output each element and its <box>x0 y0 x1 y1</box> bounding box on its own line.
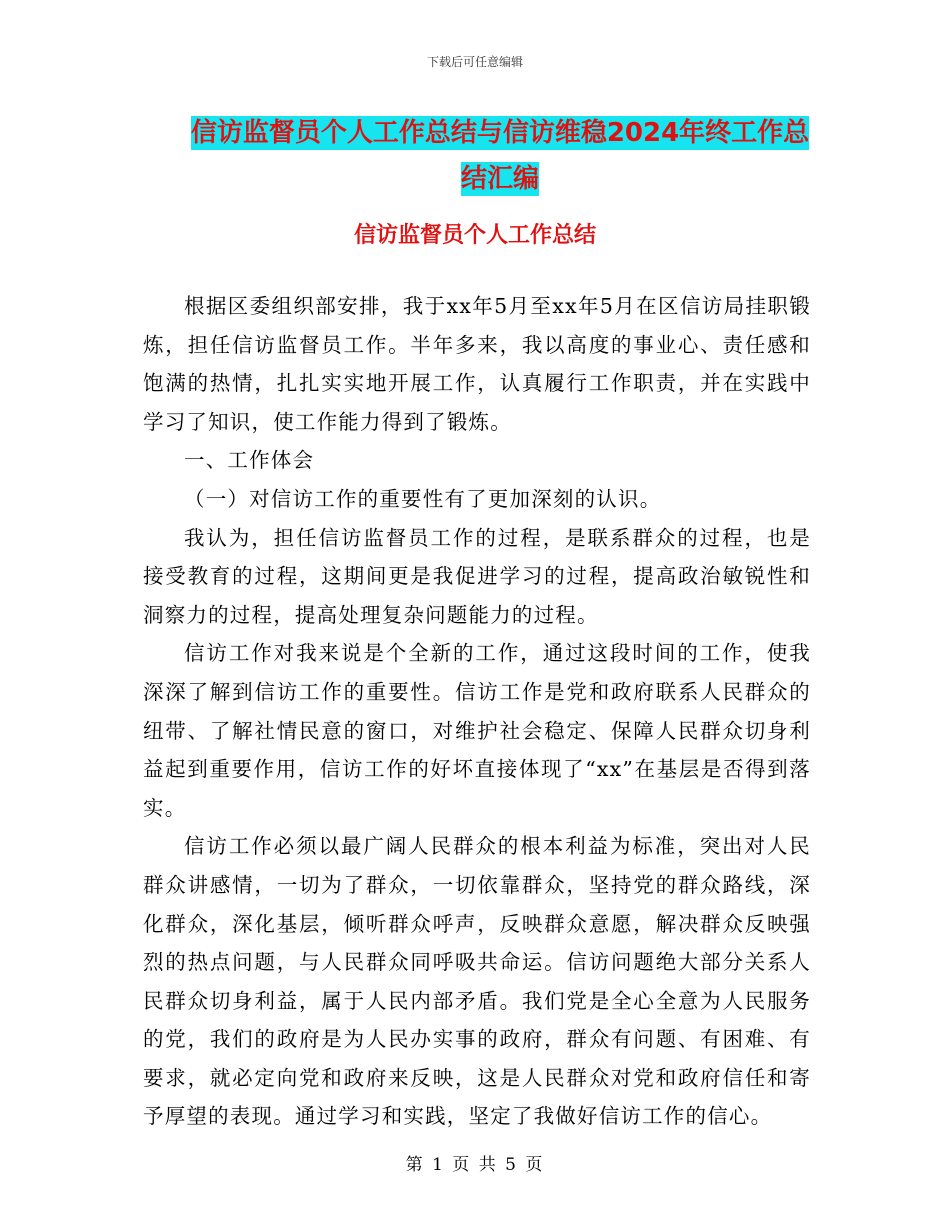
document-title-line-1: 信访监督员个人工作总结与信访维稳2024年终工作总 <box>190 118 810 148</box>
page-header-note: 下载后可任意编辑 <box>426 55 523 69</box>
page-footer: 第 1 页 共 5 页 <box>405 1155 545 1175</box>
paragraph-intro: 根据区委组织部安排，我于xx年5月至xx年5月在区信访局挂职锻炼，担任信访监督员工作。半年多来，我以高度的事业心、责任感和饱满的热情，扎扎实实地开展工作，认真履行工作职责，并在实践中学习了知识，使工作能力得到了锻炼。 <box>143 294 811 434</box>
section-title: 信访监督员个人工作总结 <box>353 223 596 248</box>
document-title-line-2: 结汇编 <box>460 164 539 194</box>
subheading-importance: （一）对信访工作的重要性有了更加深刻的认识。 <box>184 486 662 511</box>
paragraph-importance: 信访工作对我来说是个全新的工作，通过这段时间的工作，使我深深了解到信访工作的重要性。信访工作是党和政府联系人民群众的纽带、了解社情民意的窗口，对维护社会稳定、保障人民群众切身利益起到重要作用，信访工作的好坏直接体现了“xx”在基层是否得到落实。 <box>143 641 811 820</box>
document-body <box>143 287 811 1136</box>
paragraph-standard: 信访工作必须以最广阔人民群众的根本利益为标准，突出对人民群众讲感情，一切为了群众，一切依靠群众，坚持党的群众路线，深化群众，深化基层，倾听群众呼声，反映群众意愿，解决群众反映强烈的热点问题，与人民群众同呼吸共命运。信访问题绝大部分关系人民群众切身利益，属于人民内部矛盾。我们党是全心全意为人民服务的党，我们的政府是为人民办实事的政府，群众有问题、有困难、有要求，就必定向党和政府来反映，这是人民群众对党和政府信任和寄予厚望的表现。通过学习和实践，坚定了我做好信访工作的信心。 <box>143 834 811 1129</box>
paragraph-understanding: 我认为，担任信访监督员工作的过程，是联系群众的过程，也是接受教育的过程，这期间更是我促进学习的过程，提高政治敏锐性和洞察力的过程，提高处理复杂问题能力的过程。 <box>143 525 811 627</box>
document-title <box>140 110 860 202</box>
heading-work-experience: 一、工作体会 <box>184 448 315 473</box>
